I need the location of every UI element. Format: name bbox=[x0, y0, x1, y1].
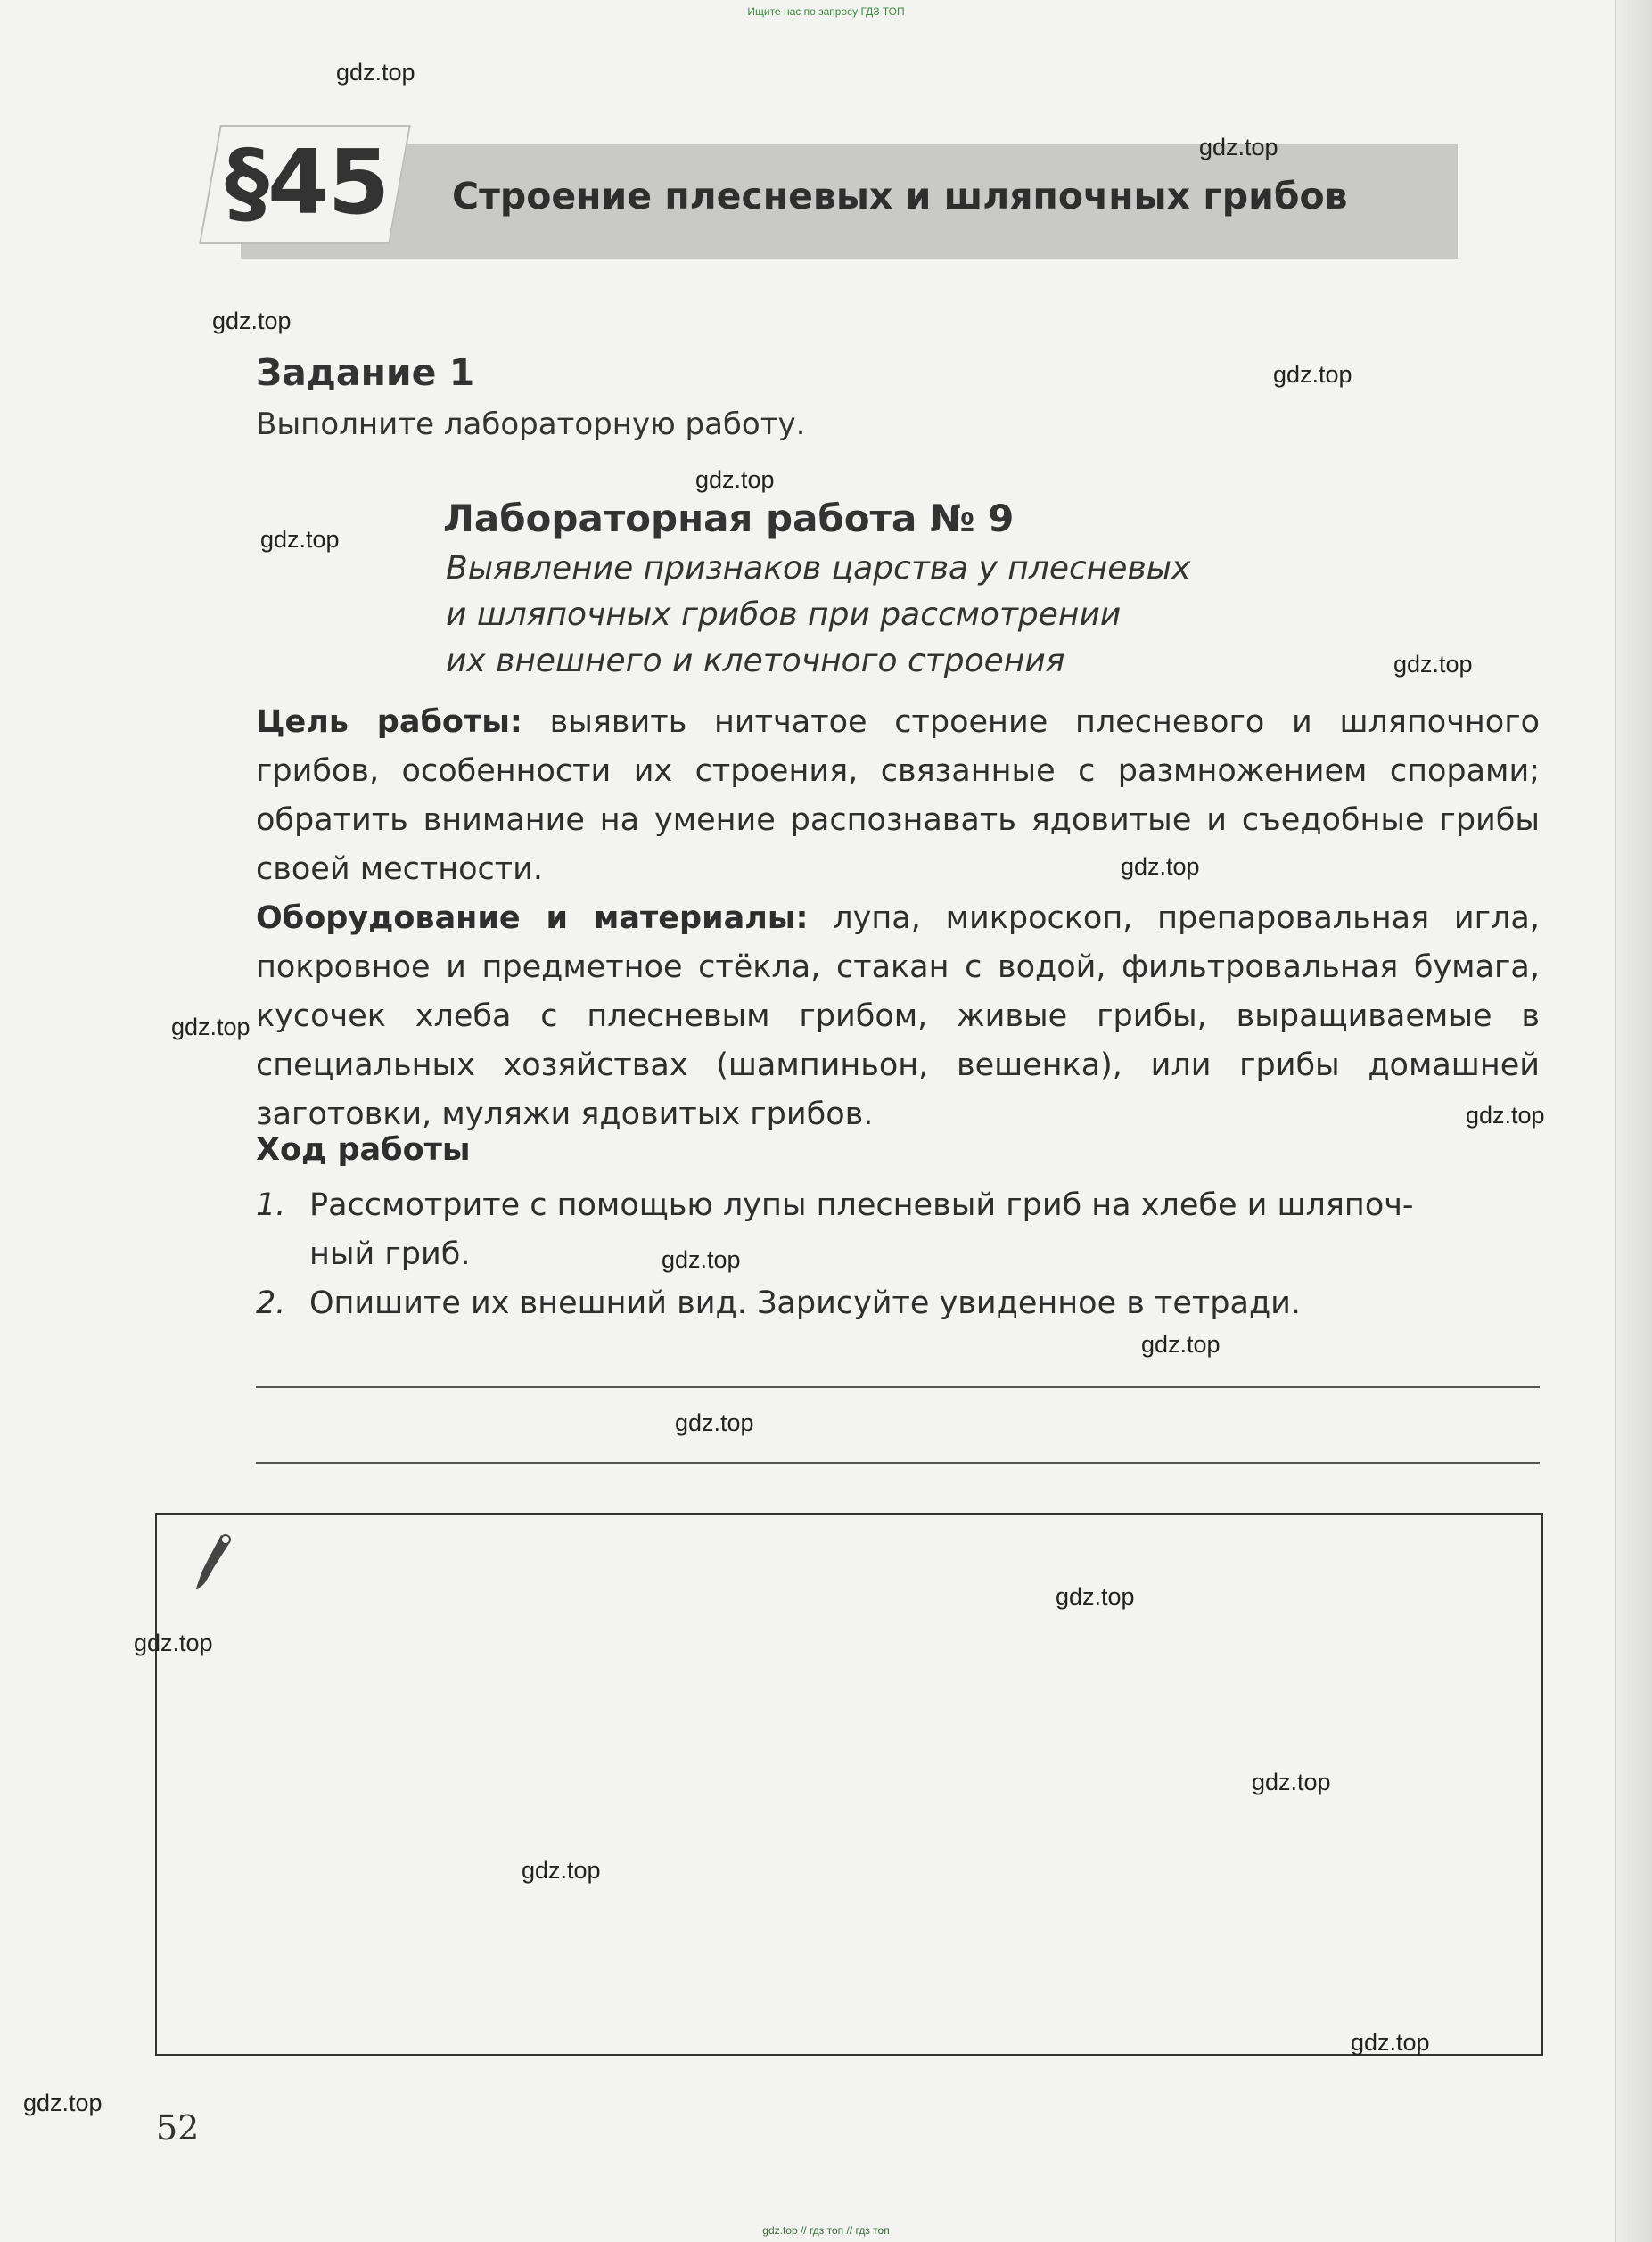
watermark: gdz.top bbox=[1351, 2029, 1430, 2056]
lab-subtitle-line: Выявление признаков царства у плесневых bbox=[446, 550, 1191, 587]
watermark: gdz.top bbox=[1273, 361, 1352, 388]
step-number: 2. bbox=[256, 1285, 286, 1321]
step-text-continuation: ный гриб. bbox=[309, 1236, 471, 1272]
watermark: gdz.top bbox=[1056, 1583, 1135, 1610]
goal-label: Цель работы: bbox=[256, 704, 522, 740]
watermark: gdz.top bbox=[1393, 651, 1473, 678]
goal-text: выявить нитчатое строение плесневого и шляпочного грибов, особенности их строения, связанные с размножением спорами; обратить внимание на умение распознавать ядовитые и съедобные грибы своей местности. bbox=[256, 704, 1540, 887]
lab-title: Лабораторная работа № 9 bbox=[443, 497, 1015, 540]
paintbrush-icon bbox=[194, 1533, 234, 1590]
procedure-step bbox=[256, 1279, 1540, 1328]
answer-line[interactable] bbox=[256, 1462, 1540, 1464]
top-note: Ищите нас по запросу ГДЗ ТОП bbox=[747, 5, 905, 18]
chapter-title: Строение плесневых и шляпочных грибов bbox=[452, 175, 1348, 218]
page-edge bbox=[1615, 0, 1652, 2242]
page-number: 52 bbox=[156, 2108, 200, 2148]
watermark: gdz.top bbox=[336, 59, 415, 86]
step-text: Рассмотрите с помощью лупы плесневый гриб на хлебе и шляпоч- bbox=[309, 1187, 1414, 1223]
step-text: Опишите их внешний вид. Зарисуйте увиденное в тетради. bbox=[309, 1285, 1302, 1321]
watermark: gdz.top bbox=[23, 2090, 103, 2116]
task-text: Выполните лабораторную работу. bbox=[256, 407, 806, 442]
bottom-note: gdz.top // гдз топ // гдз топ bbox=[762, 2224, 890, 2237]
equipment-label: Оборудование и материалы: bbox=[256, 900, 809, 936]
watermark: gdz.top bbox=[675, 1409, 754, 1436]
watermark: gdz.top bbox=[695, 466, 775, 493]
watermark: gdz.top bbox=[134, 1630, 213, 1656]
watermark: gdz.top bbox=[1466, 1102, 1545, 1129]
equipment-text: лупа, микроскоп, препаровальная игла, покровное и предметное стёкла, стакан с водой, фильтровальная бумага, кусочек хлеба с плесневым грибом, живые грибы, выращиваемые в специальных хозяйствах (шампиньон, вешенка), или грибы домашней заготовки, муляжи ядовитых грибов. bbox=[256, 900, 1540, 1132]
paragraph-number: §45 bbox=[225, 130, 389, 234]
lab-subtitle bbox=[446, 546, 1382, 685]
watermark: gdz.top bbox=[662, 1246, 741, 1273]
watermark: gdz.top bbox=[1121, 853, 1200, 880]
watermark: gdz.top bbox=[1141, 1331, 1221, 1358]
procedure-title: Ход работы bbox=[256, 1132, 471, 1168]
equipment-paragraph bbox=[256, 894, 1540, 1139]
step-number: 1. bbox=[256, 1187, 286, 1223]
procedure-step bbox=[256, 1181, 1540, 1279]
watermark: gdz.top bbox=[171, 1014, 251, 1040]
watermark: gdz.top bbox=[1252, 1769, 1331, 1795]
answer-line[interactable] bbox=[256, 1386, 1540, 1388]
task-title: Задание 1 bbox=[256, 351, 475, 394]
watermark: gdz.top bbox=[1199, 134, 1278, 160]
watermark: gdz.top bbox=[522, 1857, 601, 1884]
goal-paragraph bbox=[256, 698, 1540, 894]
lab-subtitle-line: их внешнего и клеточного строения bbox=[446, 643, 1065, 679]
watermark: gdz.top bbox=[212, 308, 292, 334]
drawing-area[interactable] bbox=[155, 1513, 1543, 2056]
watermark: gdz.top bbox=[260, 526, 340, 553]
lab-subtitle-line: и шляпочных грибов при рассмотрении bbox=[446, 596, 1122, 633]
